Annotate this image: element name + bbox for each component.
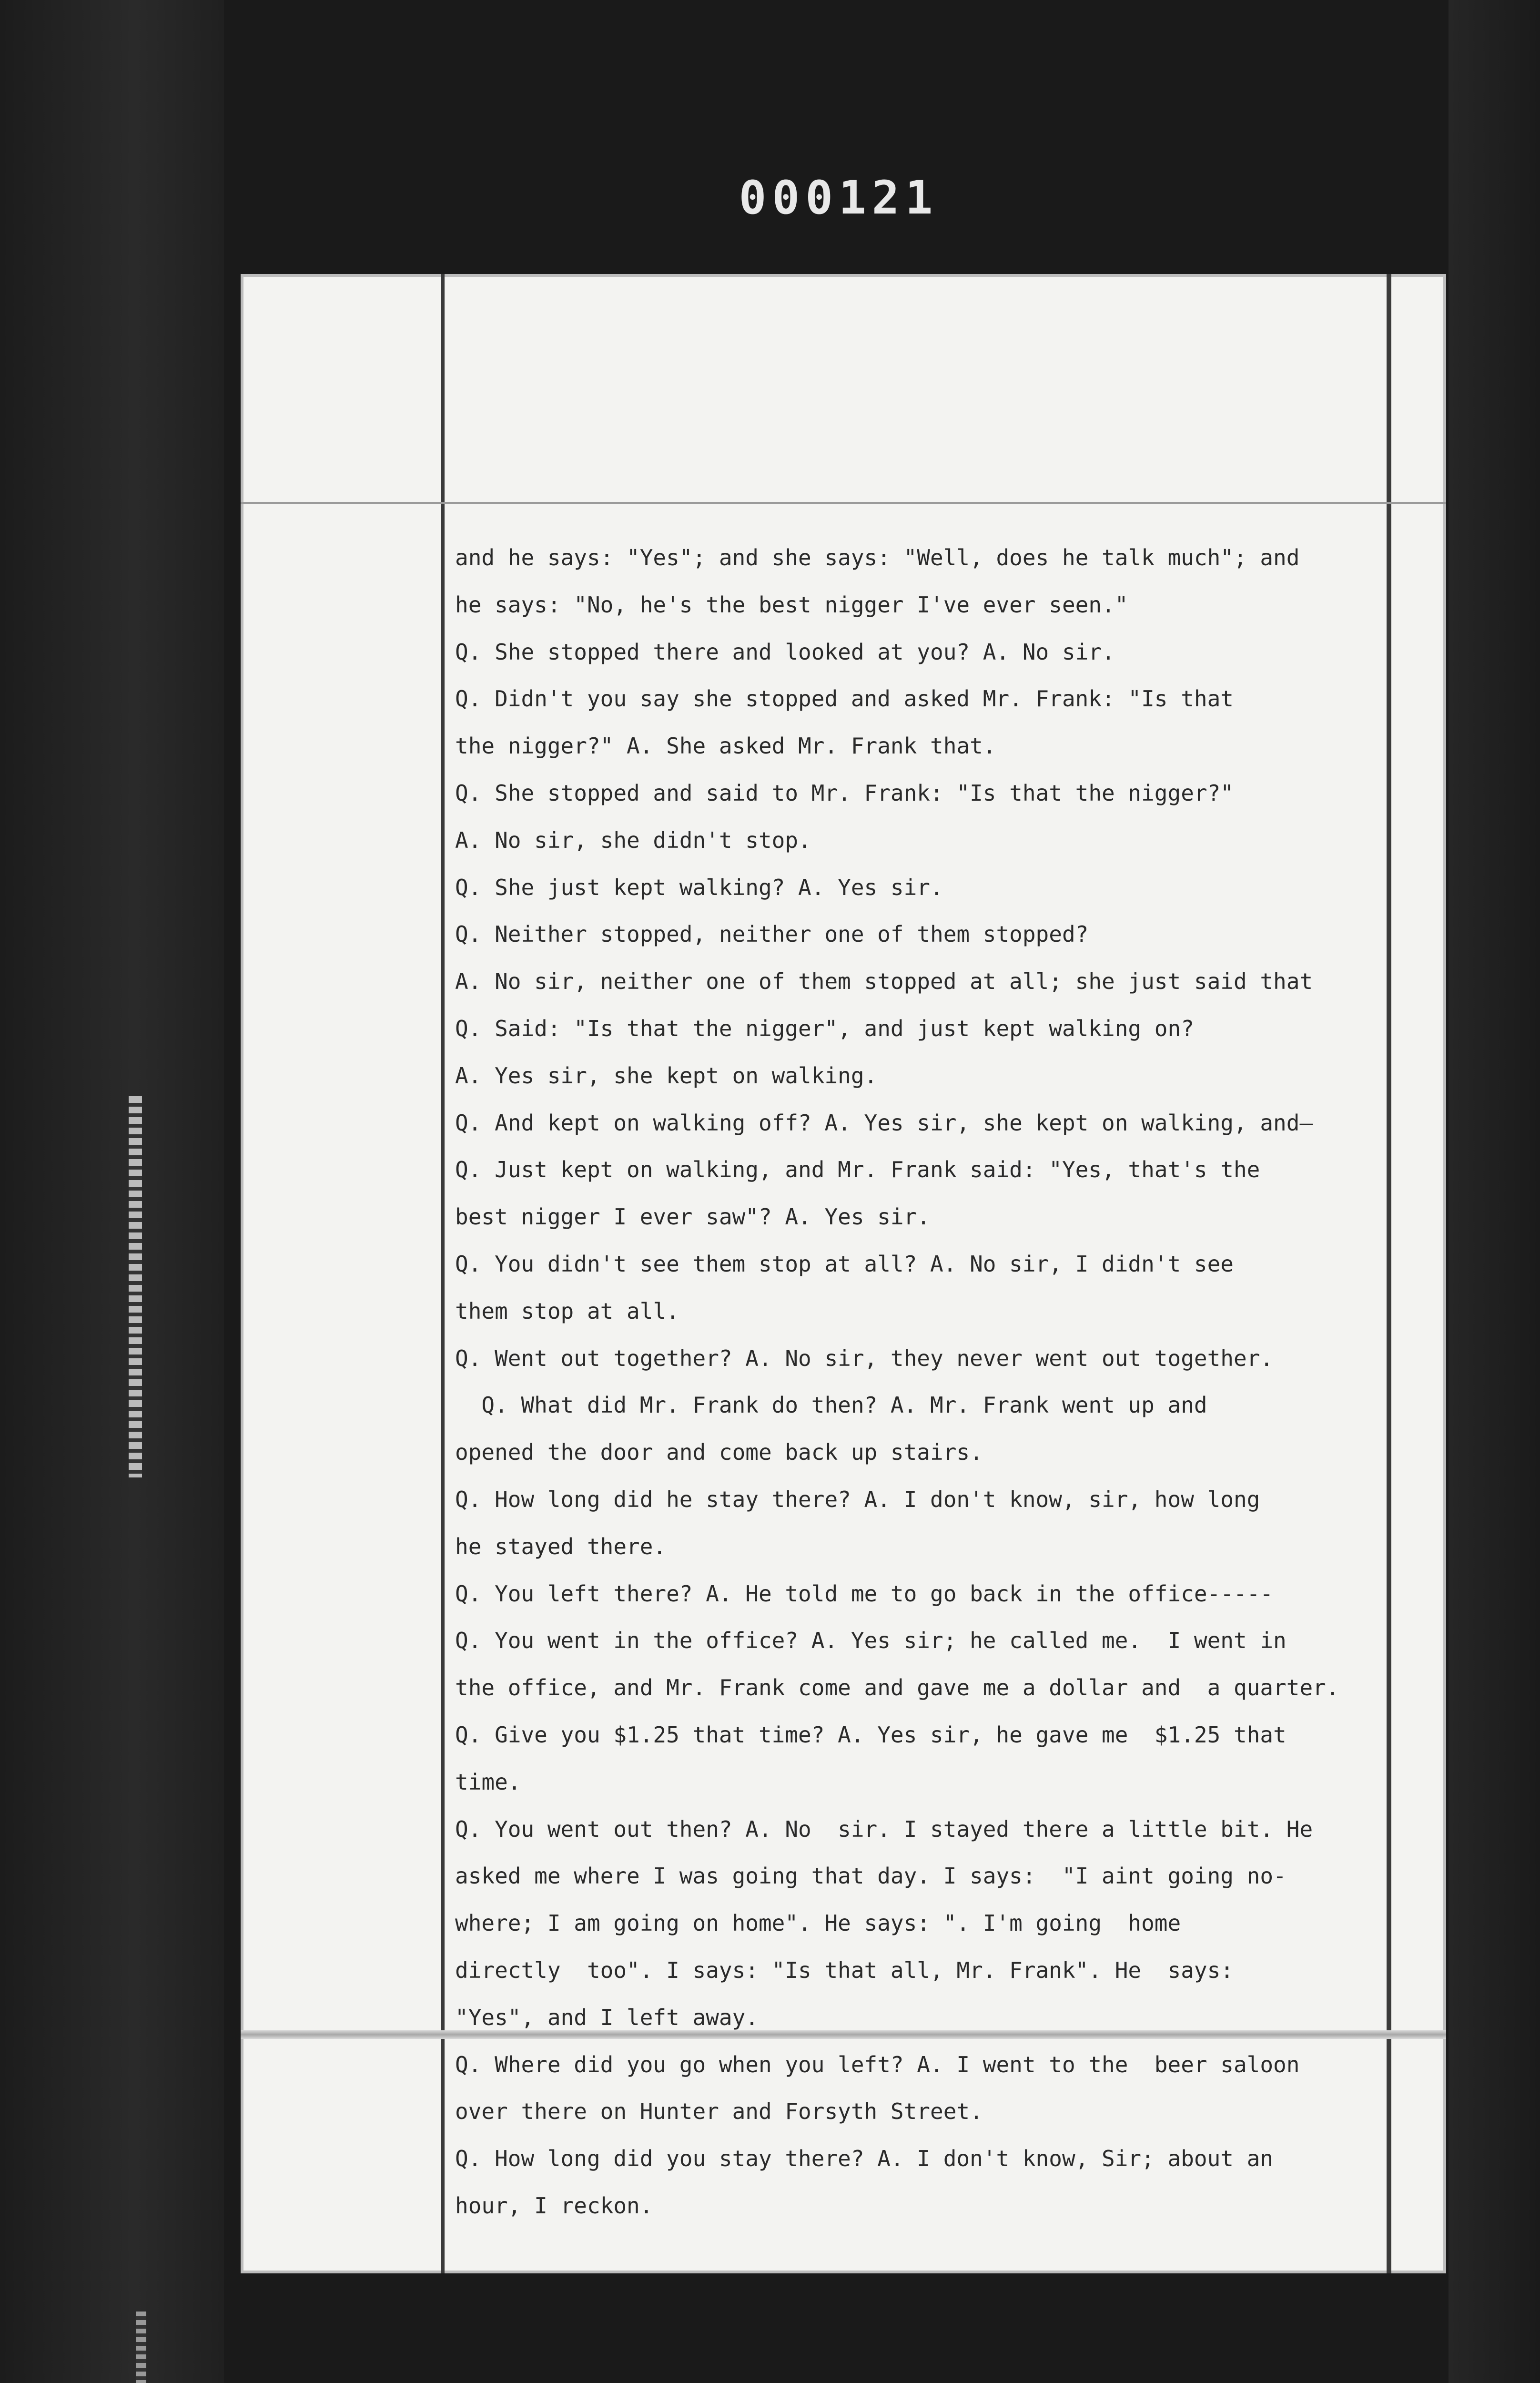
transcript-line: opened the door and come back up stairs. [455, 1439, 983, 1466]
transcript-line: over there on Hunter and Forsyth Street. [455, 2098, 983, 2125]
transcript-line: Q. She just kept walking? A. Yes sir. [455, 874, 943, 900]
transcript-line: and he says: "Yes"; and she says: "Well, does he talk much"; and [455, 545, 1300, 570]
transcript-line: he stayed there. [455, 1533, 667, 1559]
frame-stamp: 000121 [739, 171, 939, 224]
document-page [241, 274, 1446, 2273]
transcript-line: Q. Said: "Is that the nigger", and just kept walking on? [455, 1016, 1194, 1041]
transcript-line: time. [455, 1769, 521, 1795]
left-margin-rule [441, 274, 445, 2273]
transcript-line: Q. What did Mr. Frank do then? A. Mr. Frank went up and [455, 1392, 1207, 1418]
transcript-line: Q. You went out then? A. No sir. I stayed there a little bit. He [455, 1816, 1313, 1842]
transcript-line: Q. How long did you stay there? A. I don't know, Sir; about an [455, 2146, 1274, 2172]
transcript-line: Q. Went out together? A. No sir, they never went out together. [455, 1345, 1274, 1371]
transcript-line: A. No sir, neither one of them stopped at all; she just said that [455, 968, 1313, 995]
transcript-line: "Yes", and I left away. [455, 2004, 759, 2030]
transcript-line: Q. You didn't see them stop at all? A. No sir, I didn't see [455, 1251, 1234, 1277]
transcript-line: Q. How long did he stay there? A. I don't know, sir, how long [455, 1487, 1260, 1512]
transcript-line: best nigger I ever saw"? A. Yes sir. [455, 1204, 930, 1230]
transcript-line: Q. You left there? A. He told me to go back in the office----- [455, 1580, 1274, 1607]
film-edge-marks-lower [136, 2312, 146, 2383]
transcript-line: Q. She stopped and said to Mr. Frank: "Is that the nigger?" [455, 780, 1234, 806]
transcript-line: Q. Where did you go when you left? A. I went to the beer saloon [455, 2051, 1300, 2077]
transcript-line: hour, I reckon. [455, 2193, 653, 2219]
transcript-line: the nigger?" A. She asked Mr. Frank that. [455, 733, 996, 759]
transcript-line: Q. You went in the office? A. Yes sir; he called me. I went in [455, 1628, 1287, 1654]
header-rule [241, 502, 1446, 504]
right-margin-rule [1387, 274, 1391, 2273]
transcript-line: Q. Didn't you say she stopped and asked Mr. Frank: "Is that [455, 686, 1234, 712]
transcript-line: Q. Just kept on walking, and Mr. Frank said: "Yes, that's the [455, 1157, 1260, 1183]
film-frame-left [0, 0, 224, 2383]
film-edge-marks [129, 1096, 142, 1477]
transcript-line: directly too". I says: "Is that all, Mr. Frank". He says: [455, 1957, 1234, 1983]
transcript-line: Q. And kept on walking off? A. Yes sir, she kept on walking, and— [455, 1110, 1313, 1136]
transcript-line: Q. She stopped there and looked at you? A. No sir. [455, 639, 1115, 665]
transcript-line: Q. Neither stopped, neither one of them stopped? [455, 921, 1089, 947]
transcript-line: where; I am going on home". He says: ". I'm going home [455, 1910, 1181, 1936]
transcript-line: he says: "No, he's the best nigger I've ever seen." [455, 591, 1128, 618]
transcript-line: them stop at all. [455, 1298, 679, 1324]
transcript-line: Q. Give you $1.25 that time? A. Yes sir, he gave me $1.25 that [455, 1722, 1287, 1748]
transcript-line: A. No sir, she didn't stop. [455, 827, 811, 853]
transcript-line: A. Yes sir, she kept on walking. [455, 1062, 878, 1089]
film-frame-right [1449, 0, 1540, 2383]
transcript-line: asked me where I was going that day. I says: "I aint going no- [455, 1863, 1287, 1889]
transcript-line: the office, and Mr. Frank come and gave me a dollar and a quarter. [455, 1675, 1339, 1701]
